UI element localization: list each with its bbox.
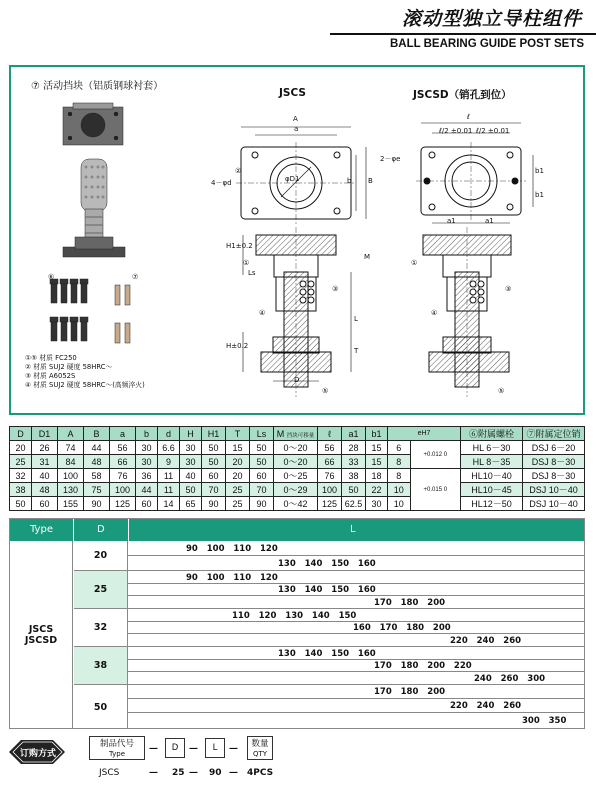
th-Ls: Ls — [250, 427, 274, 441]
l-38-c: 240 260 300 — [474, 674, 546, 684]
jscs-title: JSCS — [279, 87, 306, 99]
dim-a: a — [294, 125, 299, 133]
l-20-a: 90 100 110 120 — [186, 544, 278, 554]
order-type-box: 制品代号 Type — [89, 736, 145, 760]
material-row-2: ② 材质 SUJ2 硬度 58HRC～ — [25, 363, 113, 371]
dim-l2-right: ℓ/2 ±0.01 — [476, 127, 510, 135]
dim-b: b — [347, 177, 352, 185]
title-rule — [330, 33, 596, 35]
callout-3-jscsd: ③ — [505, 285, 512, 293]
th-D1: D1 — [32, 427, 58, 441]
example-l: 90 — [209, 768, 222, 778]
th-d: d — [158, 427, 180, 441]
th-b1: b1 — [366, 427, 388, 441]
example-type: JSCS — [99, 768, 120, 778]
th-eH7: eH7 — [388, 427, 461, 441]
dim-2phie: 2－φe — [380, 155, 401, 163]
col-D: D — [97, 524, 105, 535]
l-25-b: 130 140 150 160 — [278, 585, 376, 595]
col-L: L — [350, 524, 356, 535]
type-cell — [10, 541, 73, 729]
dim-4phid: 4－φd — [211, 179, 232, 187]
d-cell-20: 20 — [74, 541, 128, 571]
dim-b1-bottom: b1 — [535, 191, 544, 199]
label-pin: ⑦ — [132, 273, 139, 281]
order-qty-box: 数量 QTY — [247, 736, 273, 760]
dim-D: D — [294, 376, 300, 384]
callout-1-jscsd: ① — [411, 259, 418, 267]
th-a1: a1 — [342, 427, 366, 441]
figure-heading: ⑦ 活动挡块（铝质钢球衬套） — [31, 81, 164, 92]
d-cell-32: 32 — [74, 609, 128, 647]
materials-list — [25, 354, 145, 390]
material-row-3: ③ 材质 A6052S — [25, 372, 76, 380]
example-d: 25 — [172, 768, 185, 778]
l-38-b: 170 180 200 220 — [374, 661, 472, 671]
tol-small: +0.012 0 — [410, 441, 460, 469]
spec-table — [9, 426, 585, 511]
dim-l: ℓ — [467, 113, 470, 121]
l-38-a: 130 140 150 160 — [278, 649, 376, 659]
order-badge: 订购方式 — [9, 740, 65, 764]
dim-B: B — [368, 177, 373, 185]
dim-T: T — [354, 347, 359, 355]
l-50-b: 220 240 260 — [450, 701, 522, 711]
jscsd-title: JSCSD（销孔到位） — [413, 89, 512, 101]
order-d-box: D — [165, 738, 185, 758]
th-bolt: ⑥附属螺栓 — [461, 427, 523, 441]
length-table — [9, 518, 585, 729]
dim-b1-top: b1 — [535, 167, 544, 175]
th-A: A — [58, 427, 84, 441]
th-l: ℓ — [318, 427, 342, 441]
th-b: b — [136, 427, 158, 441]
dim-phiD1: φD1 — [285, 175, 300, 183]
th-H: H — [180, 427, 202, 441]
spec-row-20: 20 26 74 44 56 30 6.6 30 50 15 50 0～20 56 28 15 6 +0.012 0 HL 6－30 DSJ 6－20 — [10, 441, 585, 455]
callout-4-jscsd: ④ — [431, 309, 438, 317]
tol-large: +0.015 0 — [410, 469, 460, 511]
callout-4-jscs: ④ — [259, 309, 266, 317]
material-row-4: ④ 材质 SUJ2 硬度 58HRC～(高频淬火) — [25, 381, 145, 389]
dim-l2-left: ℓ/2 ±0.01 — [439, 127, 473, 135]
spec-row-32: 32 40 100 58 76 36 11 40 60 20 60 0～25 76 38 18 8 +0.015 0 HL10－40 DSJ 8－30 — [10, 469, 585, 483]
th-D: D — [10, 427, 32, 441]
title-cn: 滚动型独立导柱组件 — [401, 8, 582, 30]
dim-M: M — [364, 253, 371, 261]
l-32-b: 160 170 180 200 — [353, 623, 451, 633]
type-jscsd: JSCSD — [24, 635, 58, 646]
spec-row-25: 25 31 84 48 66 30 9 30 50 20 50 0～20 66 33 15 8 HL 8－35 DSJ 8－30 — [10, 455, 585, 469]
product-photo — [50, 103, 130, 343]
dim-a1-left: a1 — [447, 217, 456, 225]
dim-Ls: Ls — [248, 269, 256, 277]
example-qty: 4PCS — [247, 768, 274, 778]
col-type: Type — [30, 524, 53, 535]
l-20-b: 130 140 150 160 — [278, 559, 376, 569]
dim-L: L — [354, 315, 358, 323]
callout-1-jscs: ① — [243, 259, 250, 267]
callout-2-jscs: ② — [235, 167, 242, 175]
callout-5-jscs: ⑤ — [322, 387, 329, 395]
dim-A: A — [293, 115, 298, 123]
dim-H1: H1±0.2 — [226, 242, 253, 250]
dim-a1-right: a1 — [485, 217, 494, 225]
l-50-c: 300 350 — [522, 716, 567, 726]
spec-row-38: 38 48 130 75 100 44 11 50 70 25 70 0～29 100 50 22 10 HL10－45 DSJ 10－40 — [10, 483, 585, 497]
type-jscs: JSCS — [28, 624, 54, 635]
dim-H: H±0.2 — [226, 342, 249, 350]
label-bolt: ⑥ — [48, 273, 55, 281]
callout-3-jscs: ③ — [332, 285, 339, 293]
title-en: BALL BEARING GUIDE POST SETS — [389, 38, 584, 50]
l-25-a: 90 100 110 120 — [186, 573, 278, 583]
th-M: M 挡块可移量 — [274, 427, 318, 441]
th-T: T — [226, 427, 250, 441]
material-row-1: ①⑤ 材质 FC250 — [25, 354, 77, 362]
th-a: a — [110, 427, 136, 441]
order-l-box: L — [205, 738, 225, 758]
length-table-header — [10, 519, 584, 541]
th-pin: ⑦附属定位销 — [523, 427, 585, 441]
d-cell-25: 25 — [74, 571, 128, 609]
figure-panel — [9, 65, 585, 415]
l-32-c: 220 240 260 — [450, 636, 522, 646]
d-cell-38: 38 — [74, 647, 128, 685]
l-50-a: 170 180 200 — [374, 687, 446, 697]
spec-header-row — [10, 427, 585, 441]
callout-5-jscsd: ⑤ — [498, 387, 505, 395]
th-B: B — [84, 427, 110, 441]
d-cell-50: 50 — [74, 685, 128, 729]
l-32-a: 110 120 130 140 150 — [232, 611, 357, 621]
th-H1: H1 — [202, 427, 226, 441]
l-25-c: 170 180 200 — [374, 598, 446, 608]
jscs-top-view — [236, 127, 366, 224]
spec-row-50: 50 60 155 90 125 60 14 65 90 25 90 0～42 125 62.5 30 10 HL12－50 DSJ 10－40 — [10, 497, 585, 511]
jscsd-top-view — [416, 123, 533, 223]
